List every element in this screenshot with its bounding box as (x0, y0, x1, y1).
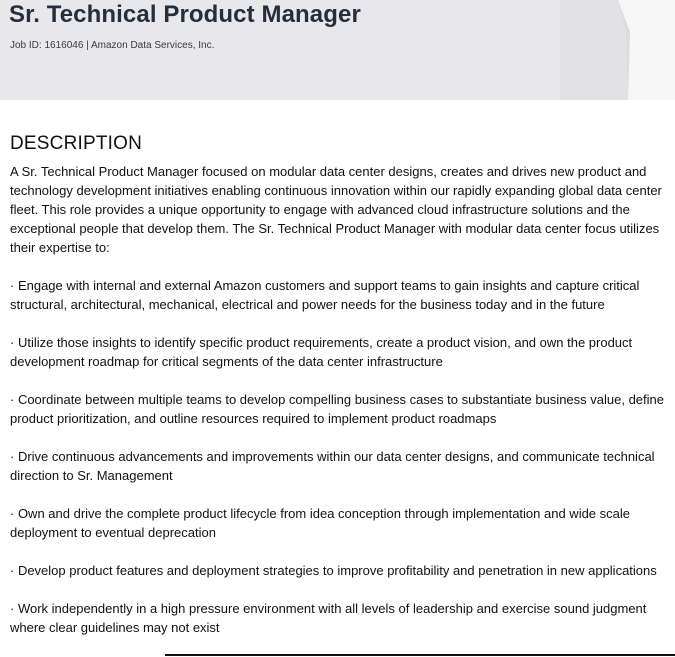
description-bullet: · Develop product features and deployment strategies to improve profitability and penetration in new applications (10, 563, 657, 578)
description-intro: A Sr. Technical Product Manager focused on modular data center designs, creates and drives new product and technology development initiatives enabling continuous innovation within our rapidly expanding global data center fleet. This role provides a unique opportunity to engage with advanced cloud infrastructure solutions and the exceptional people that develop them. The Sr. Technical Product Manager with modular data center focus utilizes their expertise to: (10, 164, 662, 255)
description-bullet: · Own and drive the complete product lifecycle from idea conception through implementation and wide scale deployment to eventual deprecation (10, 506, 631, 540)
description-body (10, 162, 668, 656)
job-header (0, 0, 675, 100)
description-bullet: · Coordinate between multiple teams to develop compelling business cases to substantiate business value, define product prioritization, and outline resources required to implement product roadmaps (10, 392, 664, 426)
bottom-divider (165, 654, 675, 656)
job-meta: Job ID: 1616046 | Amazon Data Services, Inc. (10, 40, 215, 51)
description-bullet: · Drive continuous advancements and improvements within our data center designs, and communicate technical direction to Sr. Management (10, 449, 655, 483)
description-bullet: · Utilize those insights to identify specific product requirements, create a product vision, and own the product development roadmap for critical segments of the data center infrastructure (10, 335, 633, 369)
description-bullet: · Work independently in a high pressure environment with all levels of leadership and exercise sound judgment where clear guidelines may not exist (10, 601, 647, 635)
job-title: Sr. Technical Product Manager (9, 1, 361, 28)
description-bullet: · Engage with internal and external Amazon customers and support teams to gain insights and capture critical structural, architectural, mechanical, electrical and power needs for the business today and in the future (10, 278, 640, 312)
description-heading: DESCRIPTION (10, 133, 143, 154)
header-chevron-decoration (560, 0, 675, 100)
